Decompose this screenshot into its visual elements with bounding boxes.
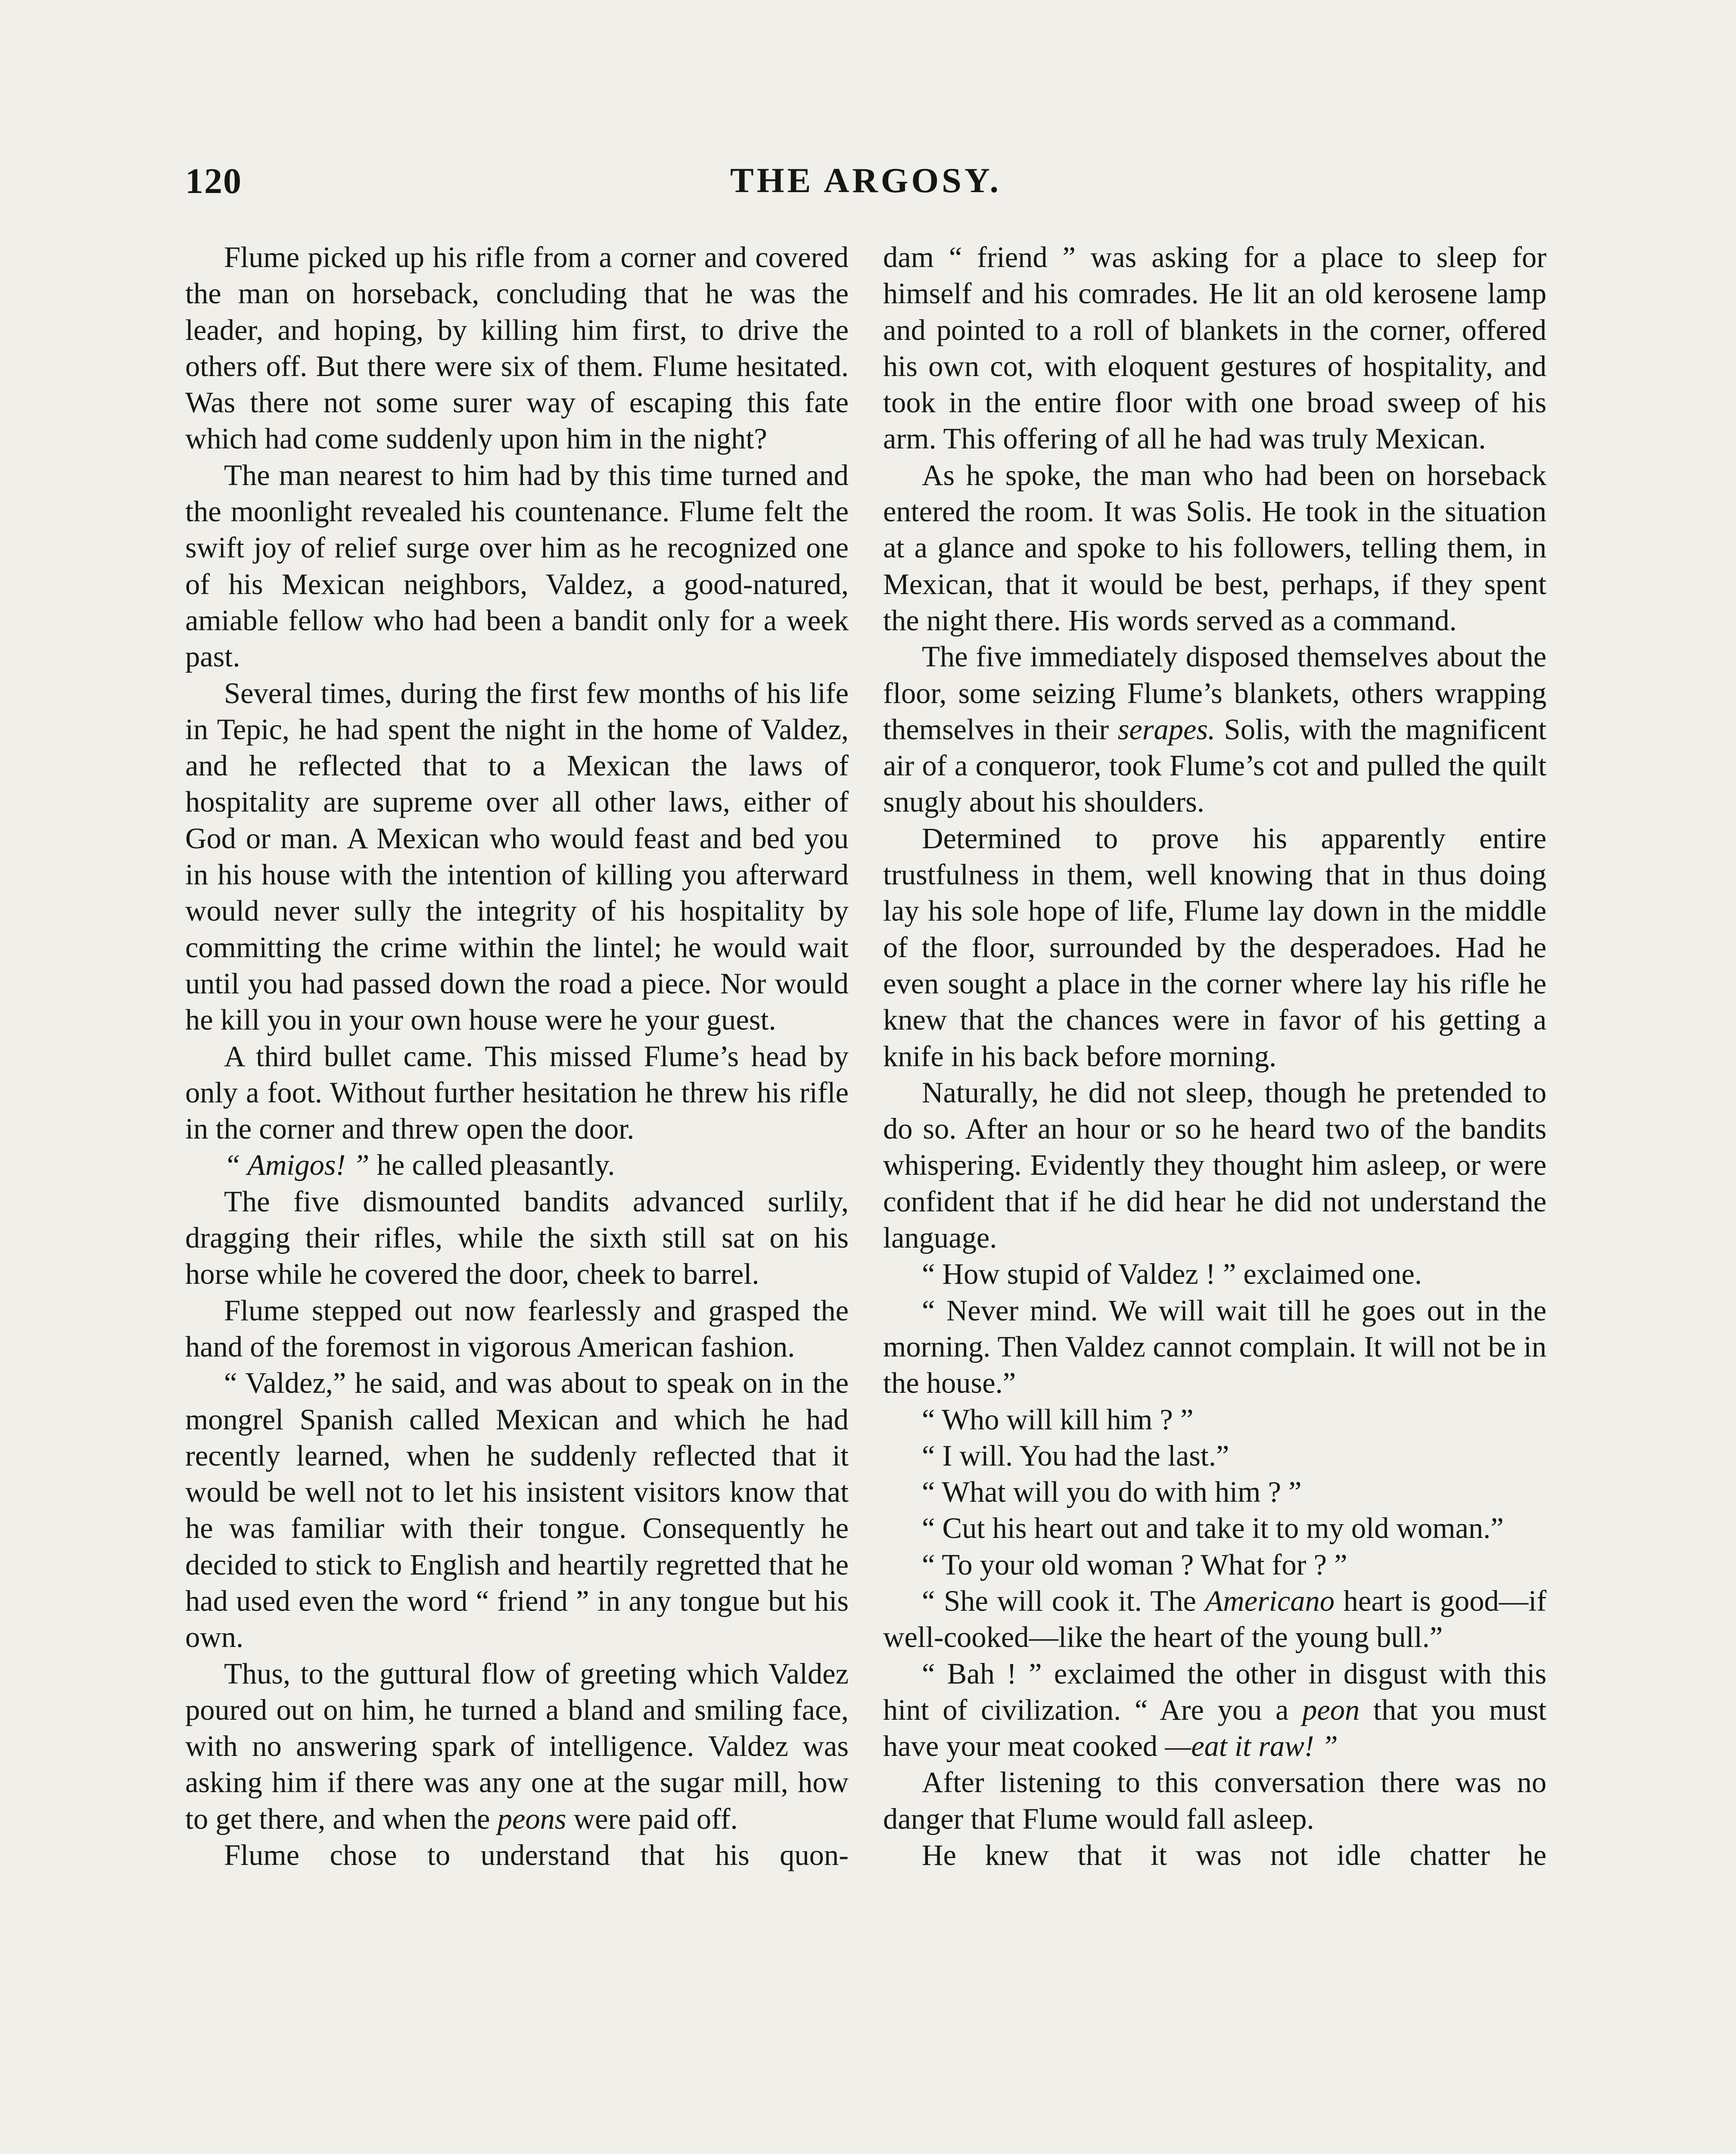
paragraph: The five dismounted bandits advanced surlily, dragging their rifles, while the sixth still sat on his horse while he covered the door, cheek to barrel. — [185, 1185, 849, 1291]
paragraph: Thus, to the guttural flow of greeting which Valdez poured out on him, he turned a bland and smiling face, with no answering spark of intelligence. Valdez was asking him if there was any one at the sugar mill, how to get there, and when the peons were paid off. — [185, 1657, 849, 1835]
paragraph: Flume chose to understand that his quon- — [224, 1839, 849, 1872]
paragraph: The five immediately disposed themselves about the floor, some seizing Flume’s blankets, others wrapping themselves in their serapes. Solis, with the magnificent air of a conqueror, took Flume’s cot and pulled the quilt snugly about his shoulders. — [883, 640, 1547, 819]
running-head: THE ARGOSY. — [730, 161, 1002, 200]
paragraph: The man nearest to him had by this time turned and the moonlight revealed his countenance. Flume felt the swift joy of relief surge over him as he recognized one of his Mexican neighbors, Valdez, a good-natured, amiable fellow who had been a bandit only for a week past. — [185, 458, 849, 673]
paragraph: “ She will cook it. The Americano heart is good—if well-cooked—like the heart of the young bull.” — [883, 1584, 1546, 1654]
paragraph: “ Cut his heart out and take it to my old woman.” — [922, 1512, 1504, 1545]
left-column — [185, 239, 849, 1873]
paragraph: dam “ friend ” was asking for a place to sleep for himself and his comrades. He lit an old kerosene lamp and pointed to a roll of blankets in the corner, offered his own cot, with eloquent gestures of hospitality, and took in the entire floor with one broad sweep of his arm. This offering of all he had was truly Mexican. — [883, 241, 1546, 455]
paragraph: “ I will. You had the last.” — [922, 1439, 1229, 1472]
paragraph: Several times, during the first few months of his life in Tepic, he had spent the night in the home of Valdez, and he reflected that to a Mexican the laws of hospitality are supreme over all other laws, either of God or man. A Mexican who would feast and bed you in his house with the intention of killing you afterward would never sully the integrity of his hospitality by committing the crime within the lintel; he would wait until you had passed down the road a piece. Nor would he kill you in your own house were he your guest. — [185, 676, 849, 1037]
paragraph: Flume picked up his rifle from a corner and covered the man on horseback, concluding that he was the leader, and hoping, by killing him first, to drive the others off. But there were six of them. Flume hesitated. Was there not some surer way of escaping this fate which had come suddenly upon him in the night? — [185, 241, 849, 455]
paragraph: Determined to prove his apparently entire trustfulness in them, well knowing that in thus doing lay his sole hope of life, Flume lay down in the middle of the floor, surrounded by the desperadoes. Had he even sought a place in the corner where lay his rifle he knew that the chances were in favor of his getting a knife in his back before morning. — [883, 822, 1546, 1073]
paragraph: “ To your old woman ? What for ? ” — [922, 1548, 1347, 1581]
paragraph: Naturally, he did not sleep, though he pretended to do so. After an hour or so he heard two of the bandits whispering. Evidently they thought him asleep, or were confident that if he did hear he did not understand the language. — [883, 1076, 1546, 1254]
paragraph: “ Amigos! ” he called pleasantly. — [224, 1149, 615, 1182]
paragraph: “ What will you do with him ? ” — [922, 1475, 1302, 1509]
paragraph: Flume stepped out now fearlessly and grasped the hand of the foremost in vigorous American fashion. — [185, 1294, 849, 1363]
paragraph: “ Never mind. We will wait till he goes out in the morning. Then Valdez cannot complain. It will not be in the house.” — [883, 1294, 1546, 1400]
paragraph: “ Valdez,” he said, and was about to speak on in the mongrel Spanish called Mexican and which he had recently learned, when he suddenly reflected that it would be well not to let his insistent visitors know that he was familiar with their tongue. Consequently he decided to stick to English and heartily regretted that he had used even the word “ friend ” in any tongue but his own. — [185, 1366, 849, 1654]
paragraph: “ How stupid of Valdez ! ” exclaimed one. — [922, 1258, 1422, 1291]
paragraph: After listening to this conversation there was no danger that Flume would fall asleep. — [883, 1766, 1546, 1835]
paragraph: A third bullet came. This missed Flume’s head by only a foot. Without further hesitation he threw his rifle in the corner and threw open the door. — [185, 1040, 849, 1145]
page-number: 120 — [185, 161, 242, 201]
paragraph: “ Who will kill him ? ” — [922, 1403, 1194, 1436]
page-header — [185, 160, 1546, 208]
paragraph: He knew that it was not idle chatter he — [922, 1839, 1546, 1872]
paragraph: As he spoke, the man who had been on horseback entered the room. It was Solis. He took in the situation at a glance and spoke to his followers, telling them, in Mexican, that it would be best, perhaps, if they spent the night there. His words served as a command. — [883, 458, 1546, 637]
right-column — [883, 239, 1546, 1873]
paragraph: “ Bah ! ” exclaimed the other in disgust with this hint of civilization. “ Are you a peon that you must have your meat cooked —eat it raw! ” — [883, 1657, 1547, 1763]
